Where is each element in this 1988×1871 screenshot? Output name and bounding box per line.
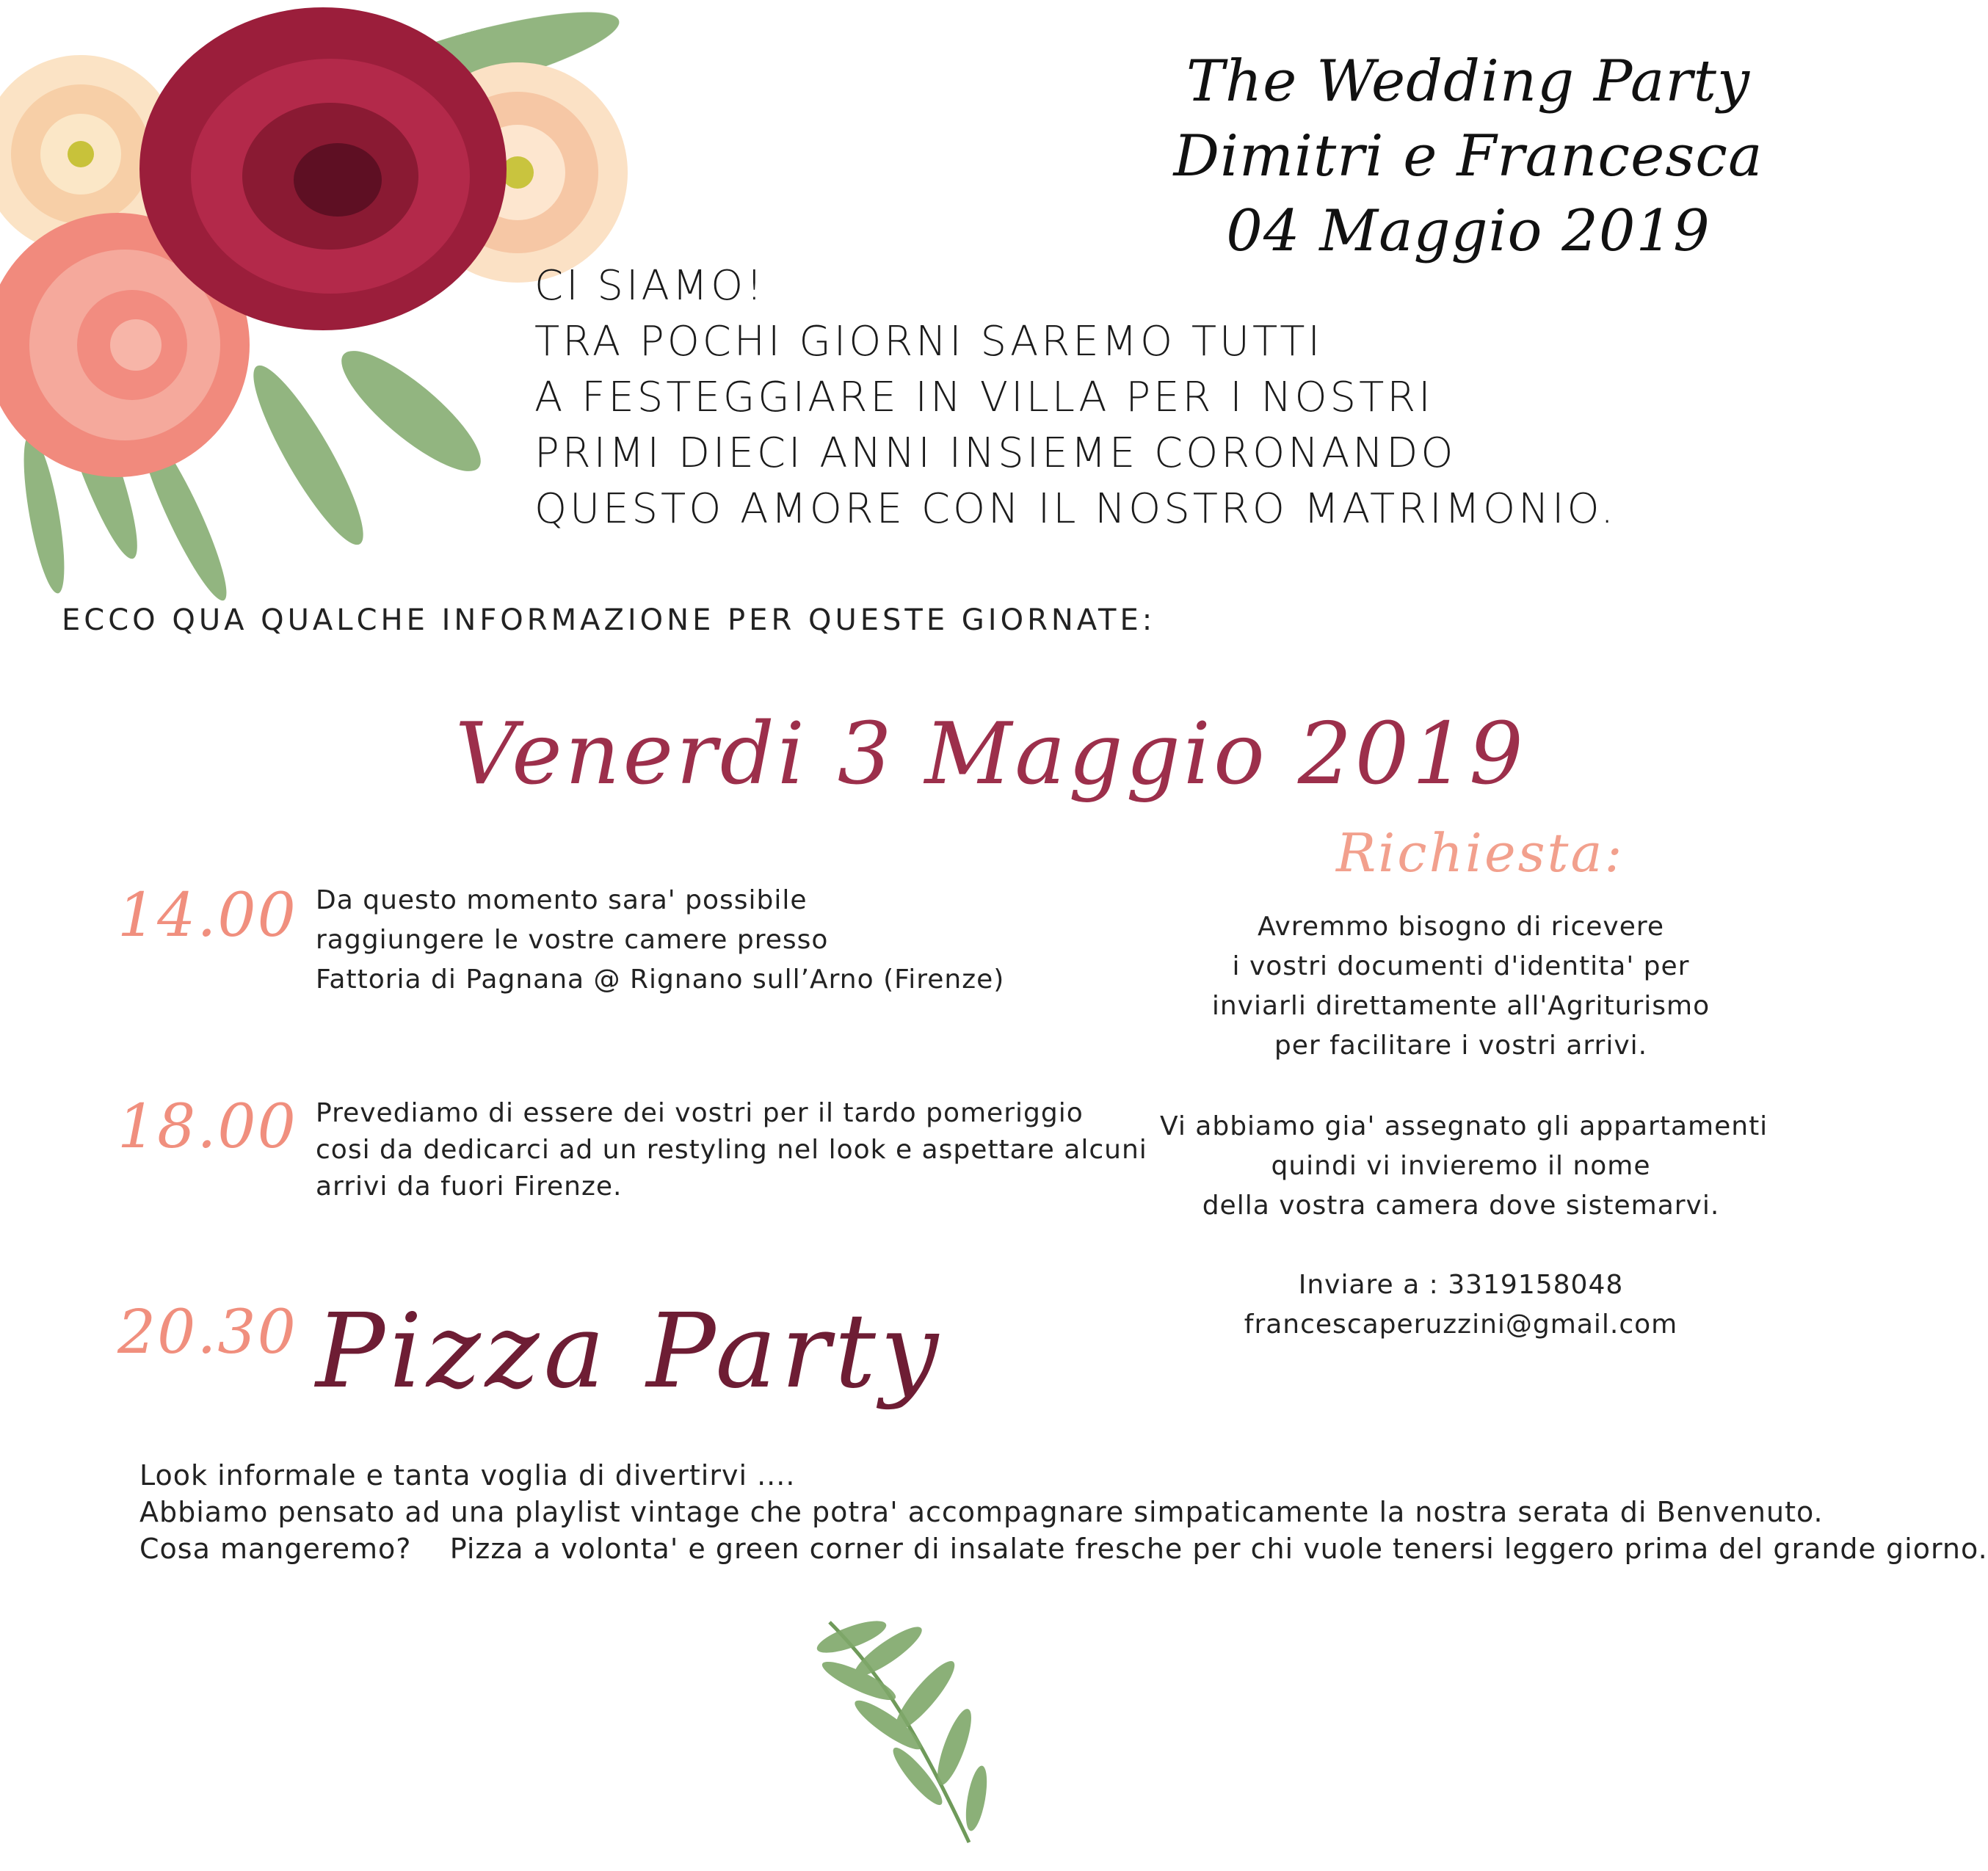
request-line: i vostri documenti d'identita' per [1232,951,1690,981]
intro-line: QUESTO AMORE CON IL NOSTRO MATRIMONIO. [534,485,1617,533]
food-answer: Pizza a volonta' e green corner di insalate fresche per chi vuole tenersi leggero prima del grande giorno. [449,1533,1988,1565]
request-line: quindi vi invieremo il nome [1271,1151,1651,1181]
party-detail-line [139,1530,1988,1567]
intro-line: A FESTEGGIARE IN VILLA PER I NOSTRI [534,374,1434,421]
request-paragraph [1160,1107,1768,1226]
pizza-party-title: Pizza Party [316,1292,943,1412]
schedule-description [316,1095,1147,1205]
day-title: Venerdi 3 Maggio 2019 [455,705,1526,804]
header-title: The Wedding Party [1186,48,1751,115]
schedule-time: 14.00 [117,881,297,951]
schedule-line: cosi da dedicarci ad un restyling nel look e aspettare alcuni [316,1135,1147,1165]
wedding-header [1145,44,1791,269]
party-detail-line: Abbiamo pensato ad una playlist vintage che potra' accompagnare simpaticamente la nostra serata di Benvenuto. [139,1496,1824,1528]
schedule-line: raggiungere le vostre camere presso [316,925,829,955]
food-question: Cosa mangeremo? [139,1533,412,1565]
schedule-description [316,881,1004,1000]
intro-text [534,258,1709,537]
info-intro: ECCO QUA QUALCHE INFORMAZIONE PER QUESTE GIORNATE: [62,603,1156,637]
schedule-line: arrivi da fuori Firenze. [316,1171,623,1202]
email-address: francescaperuzzini@gmail.com [1244,1309,1678,1340]
request-line: Avremmo bisogno di ricevere [1257,912,1664,942]
schedule-time: 20.30 [117,1298,297,1367]
intro-line: TRA POCHI GIORNI SAREMO TUTTI [534,318,1323,366]
request-line: della vostra camera dove sistemarvi. [1202,1191,1720,1221]
schedule-line: Fattoria di Pagnana @ Rignano sull’Arno (Firenze) [316,964,1005,995]
header-couple-names: Dimitri e Francesca [1173,123,1763,189]
request-line: inviarli direttamente all'Agriturismo [1211,991,1711,1021]
schedule-line: Da questo momento sara' possibile [316,885,808,915]
schedule-time: 18.00 [117,1092,297,1162]
header-date: 04 Maggio 2019 [1226,198,1711,264]
request-title: Richiesta: [1336,822,1625,884]
phone-number: 3319158048 [1448,1270,1624,1300]
request-paragraph [1160,907,1762,1066]
party-details [139,1457,1988,1567]
send-to-line [1160,1265,1762,1305]
request-line: Vi abbiamo gia' assegnato gli appartamenti [1160,1111,1768,1141]
intro-line: CI SIAMO! [534,262,766,310]
request-line: per facilitare i vostri arrivi. [1274,1031,1648,1061]
intro-line: PRIMI DIECI ANNI INSIEME CORONANDO [534,429,1456,477]
party-detail-line: Look informale e tanta voglia di divertirvi .... [139,1459,796,1492]
request-contact [1160,1265,1762,1345]
leaf-sprig-illustration [800,1607,1006,1850]
schedule-line: Prevediamo di essere dei vostri per il tardo pomeriggio [316,1098,1084,1128]
send-to-label: Inviare a : [1298,1270,1439,1300]
